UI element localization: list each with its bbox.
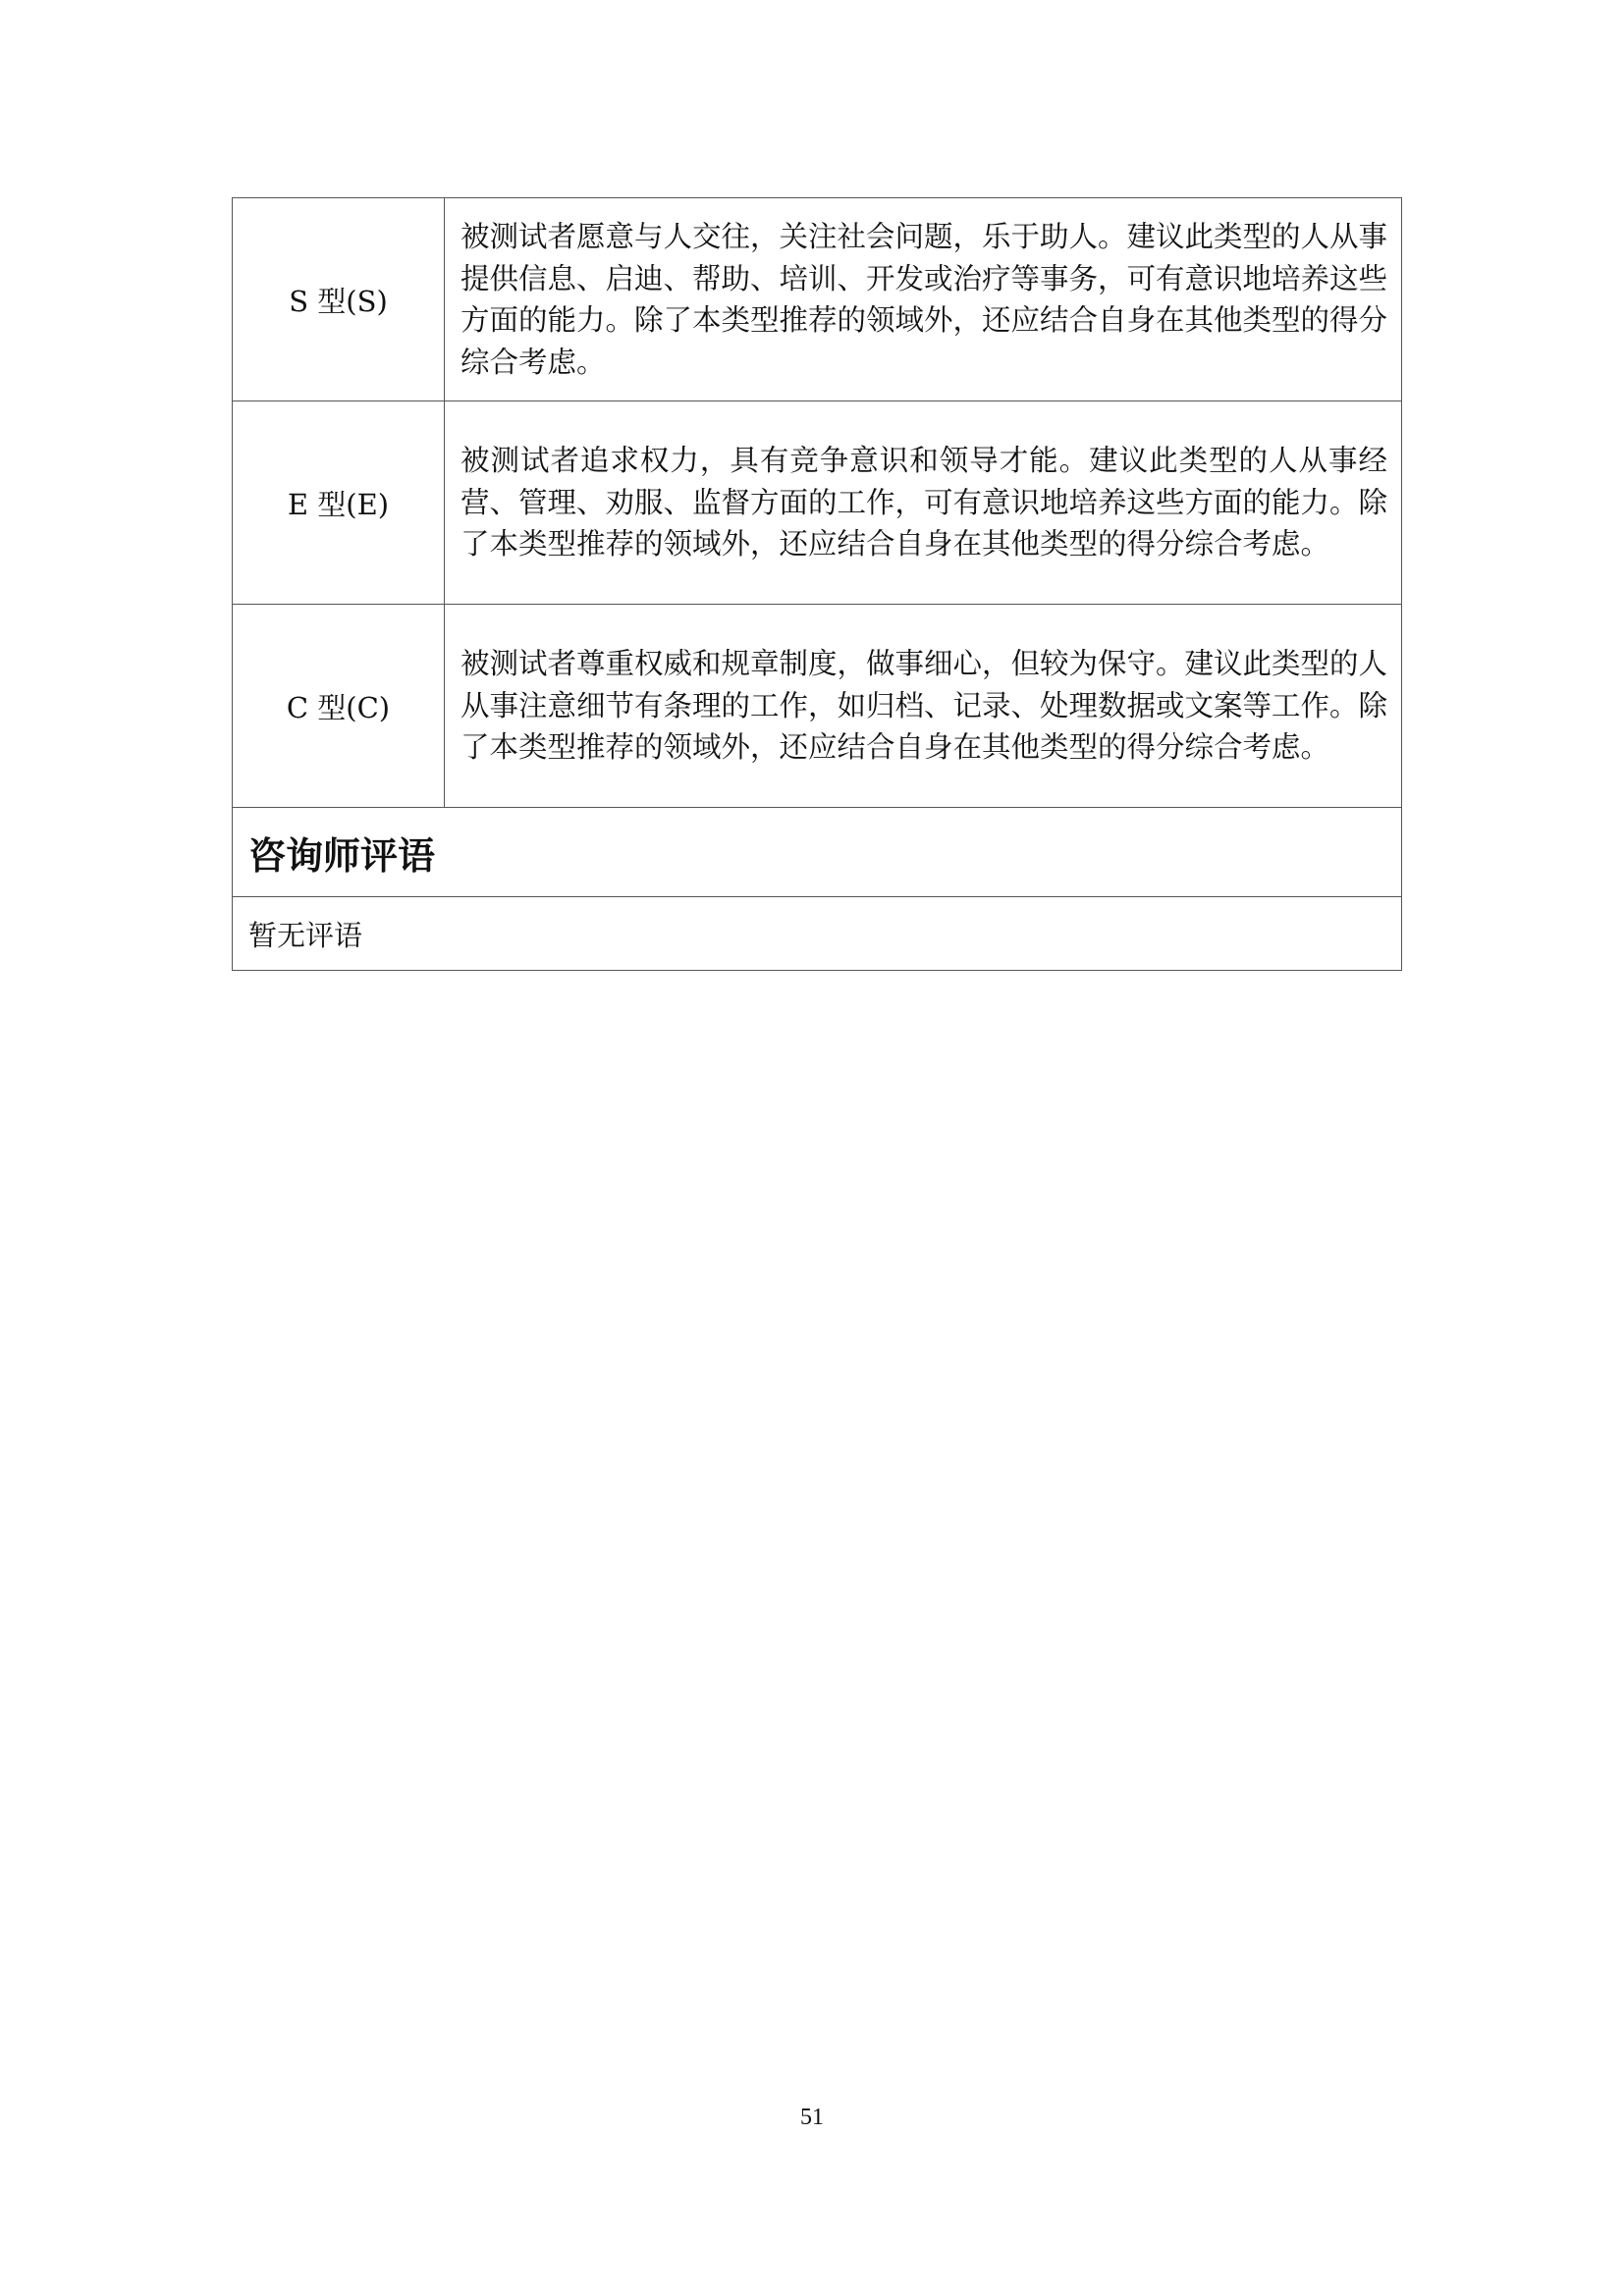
type-label-s: S 型(S)	[233, 198, 445, 401]
type-row-c	[233, 605, 1402, 808]
counselor-comment: 暂无评语	[233, 897, 1402, 971]
type-label-c: C 型(C)	[233, 605, 445, 808]
type-description-e: 被测试者追求权力，具有竞争意识和领导才能。建议此类型的人从事经营、管理、劝服、监督方面的工作，可有意识地培养这些方面的能力。除了本类型推荐的领域外，还应结合自身在其他类型的得分综合考虑。	[445, 401, 1402, 605]
type-description-s: 被测试者愿意与人交往，关注社会问题，乐于助人。建议此类型的人从事提供信息、启迪、帮助、培训、开发或治疗等事务，可有意识地培养这些方面的能力。除了本类型推荐的领域外，还应结合自身在其他类型的得分综合考虑。	[445, 198, 1402, 401]
type-label-e: E 型(E)	[233, 401, 445, 605]
personality-type-table	[232, 197, 1402, 971]
counselor-comment-row	[233, 897, 1402, 971]
counselor-section-title: 咨询师评语	[233, 808, 1402, 897]
counselor-section-header-row	[233, 808, 1402, 897]
page-number: 51	[800, 2105, 824, 2130]
type-row-e	[233, 401, 1402, 605]
type-row-s	[233, 198, 1402, 401]
type-description-c: 被测试者尊重权威和规章制度，做事细心，但较为保守。建议此类型的人从事注意细节有条理的工作，如归档、记录、处理数据或文案等工作。除了本类型推荐的领域外，还应结合自身在其他类型的得分综合考虑。	[445, 605, 1402, 808]
